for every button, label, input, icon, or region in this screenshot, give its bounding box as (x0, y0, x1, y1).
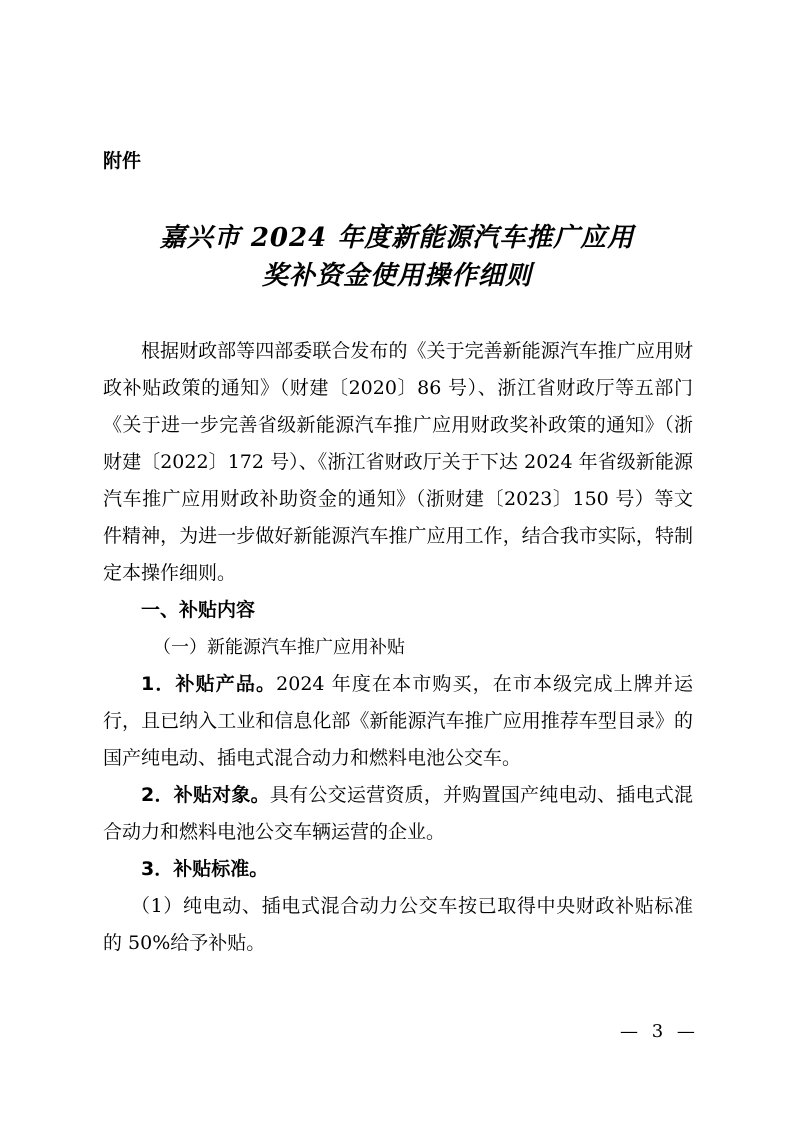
section-heading: 一、补贴内容 (141, 599, 256, 621)
item-subsidy-products (103, 666, 693, 777)
item-text: 2024 年度在本市购买，在市本级完成上牌并运行，且已纳入工业和信息化部《新能源汽车推广应用推荐车型目录》的国产纯电动、插电式混合动力和燃料电池公交车。 (103, 673, 693, 769)
item-label: 3．补贴标准。 (141, 858, 269, 880)
attachment-label: 附件 (103, 150, 142, 172)
document-title-line-1: 嘉兴市 2024 年度新能源汽车推广应用 (159, 223, 635, 253)
item-subsidy-targets (103, 777, 693, 851)
item-label: 1．补贴产品。 (141, 673, 277, 695)
page-number: — 3 — (620, 1021, 699, 1042)
subsection-heading: （一）新能源汽车推广应用补贴 (153, 637, 405, 658)
item-subsidy-standard (103, 851, 693, 888)
intro-paragraph: 根据财政部等四部委联合发布的《关于完善新能源汽车推广应用财政补贴政策的通知》（财建〔2020〕86 号）、浙江省财政厅等五部门《关于进一步完善省级新能源汽车推广应用财政奖补政策的通知》（浙财建〔2022〕172 号）、《浙江省财政厅关于下达 2024 年省级新能源汽车推广应用财政补助资金的通知》（浙财建〔2023〕150 号）等文件精神，为进一步做好新能源汽车推广应用工作，结合我市实际，特制定本操作细则。 (103, 340, 693, 584)
document-body (103, 333, 693, 962)
item-text: 具有公交运营资质，并购置国产纯电动、插电式混合动力和燃料电池公交车辆运营的企业。 (103, 784, 693, 843)
item-label: 2．补贴对象。 (141, 784, 270, 806)
document-title-line-2: 奖补资金使用操作细则 (261, 261, 532, 291)
standard-detail-paragraph: （1）纯电动、插电式混合动力公交车按已取得中央财政补贴标准的 50%给予补贴。 (103, 895, 693, 954)
